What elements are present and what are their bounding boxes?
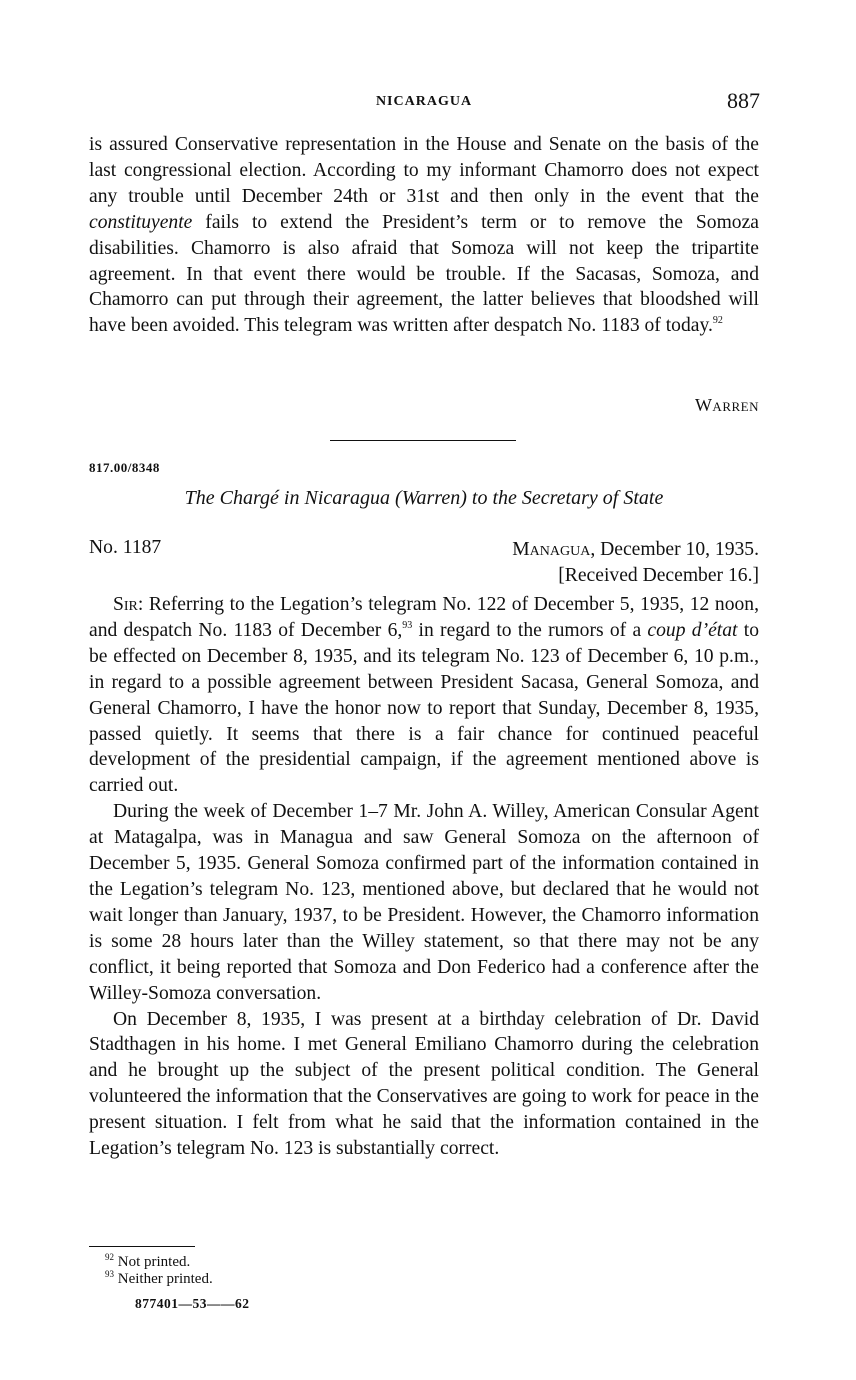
footnote-ref: 93 [402,619,413,631]
file-number: 817.00/8348 [89,460,160,475]
salutation: Sir [113,594,138,615]
running-head [88,88,760,118]
page-number: 887 [727,88,760,113]
telegram-text-part: is assured Conservative representation in the House and Senate on the basis of the last congressional election. According to my informant Chamorro does not expect any trouble until December 24th or 31st and then only in the event that the [89,134,759,207]
footnote [105,1254,213,1271]
running-head-title: NICARAGUA [375,94,473,109]
continued-telegram-text [89,132,759,339]
footnote-text: Not printed. [117,1254,191,1270]
footnote-mark: 93 [105,1269,114,1279]
received-note: [Received December 16.] [558,565,759,586]
paragraph-1-text: in regard to the rumors of a [412,619,648,641]
footnotes [105,1254,213,1288]
footnote-text: Neither printed. [117,1271,213,1287]
footnote-ref: 92 [712,315,723,327]
paragraph-2: During the week of December 1–7 Mr. John A. Willey, American Consular Agent at Matagalpa, was in Managua and saw General Somoza on the afternoon of December 5, 1935. General Somoza confirmed part of the information contained in the Legation’s telegram No. 123, mentioned above, but declared that he would not wait longer than January, 1937, to be President. However, the Chamorro information is some 28 hours later than the Willey statement, so that there may not be any conflict, it being reported that Somoza and Don Federico had a conference after the Willey-Somoza conversation. [89,801,759,1004]
footnote-rule [89,1246,195,1247]
paragraph-3: On December 8, 1935, I was present at a birthday celebration of Dr. David Stadthagen in his home. I met General Emiliano Chamorro during the celebration and he brought up the subject of the present political condition. The General volunteered the information that the Conservatives are going to work for peace in the present situation. I felt from what he said that the information contained in the Legation’s telegram No. 123 is substantially correct. [89,1008,759,1160]
telegram-text-part: fails to extend the President’s term or to remove the Somoza disabilities. Chamorro is also afraid that Somoza will not keep the tripartite agreement. In that event there would be trouble. If the Sacasas, Somoza, and Chamorro can put through their agreement, the latter believes that bloodshed will have been avoided. This telegram was written after despatch No. 1183 of today. [89,211,759,337]
paragraph-1-text: to be effected on December 8, 1935, and its telegram No. 123 of December 6, 10 p.m., in regard to a possible agreement between President Sacasa, General Somoza, and General Chamorro, I have the honor now to report that Sunday, December 8, 1935, passed quietly. It seems that there is a fair chance for continued peaceful development of the presidential campaign, if the agreement mentioned above is carried out. [89,619,759,797]
print-code: 877401—53——62 [135,1296,250,1311]
telegram-italic-term: constituyente [89,211,193,233]
footnote-mark: 92 [105,1252,114,1262]
dateline [512,537,759,589]
letter-body [89,592,759,1162]
document-date: , December 10, 1935. [590,539,759,560]
paragraph-1-italic-term: coup d’état [647,619,738,641]
paragraph-1-text: : Referring to the Legation’s telegram No. 122 of December 5, 1935, 12 noon, and despatch No. 1183 of December 6, [89,594,759,641]
paragraph-1 [89,592,759,799]
footnote [105,1271,213,1288]
document-title: The Chargé in Nicaragua (Warren) to the Secretary of State [184,487,664,509]
place-name: Managua [512,539,591,560]
section-divider [330,440,516,441]
signature: Warren [694,395,759,415]
document-number: No. 1187 [89,537,162,558]
